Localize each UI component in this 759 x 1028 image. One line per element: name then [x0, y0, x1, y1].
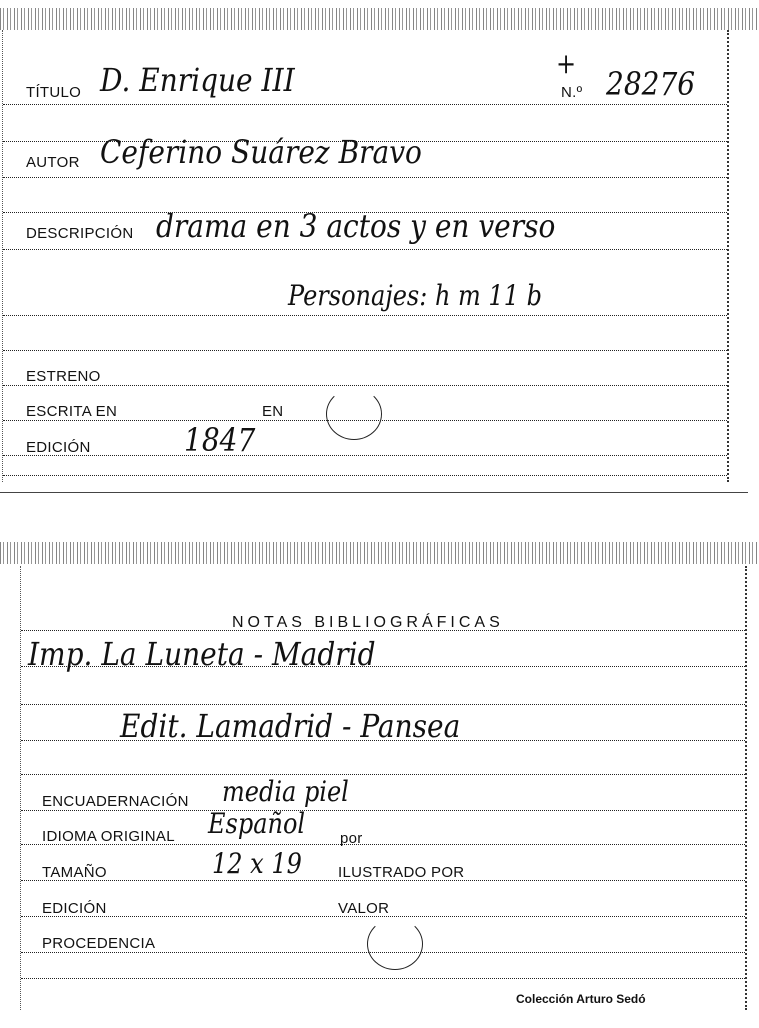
- top-card-speckle-edge: [0, 8, 759, 30]
- numero-label: N.º: [561, 84, 583, 101]
- encuadernacion-value: media piel: [222, 775, 349, 808]
- titulo-value: D. Enrique III: [100, 61, 295, 99]
- numero-value: 28276: [606, 65, 696, 103]
- ilustrado-por-label: ILUSTRADO POR: [338, 864, 465, 881]
- titulo-label: TÍTULO: [26, 84, 82, 101]
- escrita-en-label: ESCRITA EN: [26, 403, 118, 420]
- descripcion-value: drama en 3 actos y en verso: [156, 207, 556, 245]
- ruled-line: [21, 978, 745, 979]
- ruled-line: [3, 177, 727, 178]
- ruled-line: [3, 350, 727, 351]
- punch-hole: [326, 388, 382, 440]
- por-label: por: [340, 830, 363, 847]
- edicion-label: EDICIÓN: [26, 439, 91, 456]
- ruled-line: [21, 704, 745, 705]
- tamano-label: TAMAÑO: [42, 864, 107, 881]
- autor-label: AUTOR: [26, 154, 80, 171]
- ruled-line: [3, 104, 727, 105]
- ruled-line: [21, 774, 745, 775]
- tamano-value: 12 x 19: [212, 847, 302, 880]
- cross-mark: +: [556, 47, 577, 80]
- idioma-original-label: IDIOMA ORIGINAL: [42, 828, 175, 845]
- estreno-label: ESTRENO: [26, 368, 101, 385]
- punch-hole-bottom: [367, 918, 423, 970]
- procedencia-label: PROCEDENCIA: [42, 935, 156, 952]
- note-line-1: Imp. La Luneta - Madrid: [28, 635, 376, 673]
- note-line-2: Edit. Lamadrid - Pansea: [120, 707, 461, 745]
- en-label: EN: [262, 403, 284, 420]
- idioma-original-value: Español: [208, 807, 306, 840]
- collection-footer: Colección Arturo Sedó: [516, 992, 646, 1006]
- descripcion-label: DESCRIPCIÓN: [26, 225, 134, 242]
- ruled-line: [3, 455, 727, 456]
- notas-heading: NOTAS BIBLIOGRÁFICAS: [232, 614, 504, 631]
- ruled-line: [3, 315, 727, 316]
- ruled-line: [3, 249, 727, 250]
- bottom-card-speckle-edge: [0, 542, 759, 564]
- personajes-value: Personajes: h m 11 b: [288, 279, 542, 312]
- encuadernacion-label: ENCUADERNACIÓN: [42, 793, 189, 810]
- ruled-line: [3, 475, 727, 476]
- autor-value: Ceferino Suárez Bravo: [100, 133, 422, 171]
- valor-label: VALOR: [338, 900, 390, 917]
- top-card-bottom-edge: [0, 492, 748, 493]
- edicion-value: 1847: [184, 421, 256, 459]
- edicion-label-bottom: EDICIÓN: [42, 900, 107, 917]
- ruled-line: [3, 385, 727, 386]
- ruled-line: [21, 810, 745, 811]
